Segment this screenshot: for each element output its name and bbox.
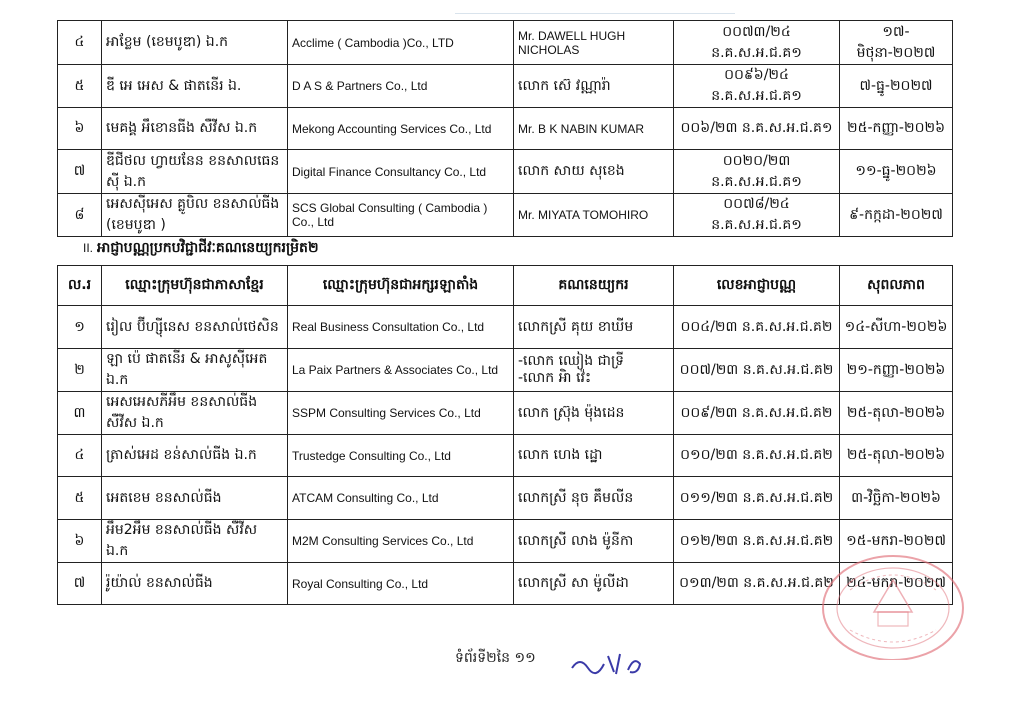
table-row — [58, 392, 953, 435]
company-name-latin: Digital Finance Consultancy Co., Ltd — [288, 150, 514, 194]
company-name-latin: SSPM Consulting Services Co., Ltd — [288, 392, 514, 435]
company-name-khmer: ឌីជីថល ហ្វាយនែន ខនសាលធេនស៊ី ឯ.ក — [102, 150, 288, 194]
row-number: ៦ — [58, 520, 102, 563]
row-number: ៤ — [58, 21, 102, 65]
license-number: ០០៧/២៣ ន.គ.ស.អ.ជ.គ២ — [674, 349, 840, 392]
top-rule — [455, 13, 735, 14]
table-row — [58, 306, 953, 349]
validity-date: ១៤-សីហា-២០២៦ — [840, 306, 953, 349]
license-number: ០១៣/២៣ ន.គ.ស.អ.ជ.គ២ — [674, 563, 840, 605]
license-number: ០០៧៣/២៤ ន.គ.ស.អ.ជ.គ១ — [674, 21, 840, 65]
header-company-name-latin: ឈ្មោះក្រុមហ៊ុនជាអក្សរឡាតាំង — [288, 266, 514, 306]
validity-date: ១៥-មករា-២០២៧ — [840, 520, 953, 563]
section-title: អាជ្ញាបណ្ណប្រកបវិជ្ជាជីវៈគណនេយ្យករម្រិត២ — [97, 240, 319, 256]
company-name-khmer: រ៉ូយ៉ាល់ ខនសាល់ធីង — [102, 563, 288, 605]
company-name-latin: M2M Consulting Services Co., Ltd — [288, 520, 514, 563]
validity-date: ១១-ធ្នូ-២០២៦ — [840, 150, 953, 194]
header-company-name-khmer: ឈ្មោះក្រុមហ៊ុនជាភាសាខ្មែរ — [102, 266, 288, 306]
accountant-name: លោក ស្រ៊ុង ម៉ុងដេន — [514, 392, 674, 435]
row-number: ៧ — [58, 150, 102, 194]
license-number: ០០៦/២៣ ន.គ.ស.អ.ជ.គ១ — [674, 108, 840, 150]
row-number: ២ — [58, 349, 102, 392]
company-name-latin: SCS Global Consulting ( Cambodia ) Co., Ltd — [288, 194, 514, 237]
company-name-latin: D A S & Partners Co., Ltd — [288, 65, 514, 108]
validity-date: ២៥-តុលា-២០២៦ — [840, 392, 953, 435]
validity-date: ២១-កញ្ញា-២០២៦ — [840, 349, 953, 392]
table-row — [58, 150, 953, 194]
section-heading-level2 — [83, 238, 319, 259]
company-name-latin: Real Business Consultation Co., Ltd — [288, 306, 514, 349]
accountant-name: Mr. MIYATA TOMOHIRO — [514, 194, 674, 237]
row-number: ៥ — [58, 477, 102, 520]
table-row — [58, 65, 953, 108]
accountant-name: Mr. B K NABIN KUMAR — [514, 108, 674, 150]
company-name-khmer: រៀល ប៊ីហ្ស៊ីនេស ខនសាល់ថេសិន — [102, 306, 288, 349]
company-name-latin: Royal Consulting Co., Ltd — [288, 563, 514, 605]
company-name-khmer: អាខ្លែម (ខេមបូឌា) ឯ.ក — [102, 21, 288, 65]
row-number: ៥ — [58, 65, 102, 108]
validity-date: ៣-វិច្ឆិកា-២០២៦ — [840, 477, 953, 520]
company-name-latin: Acclime ( Cambodia )Co., LTD — [288, 21, 514, 65]
company-name-khmer: អេសអេសភីអឹម ខនសាល់ធីង សឺវីស ឯ.ក — [102, 392, 288, 435]
table-row — [58, 194, 953, 237]
table-row — [58, 108, 953, 150]
row-number: ៦ — [58, 108, 102, 150]
accountant-name: លោក ហេង ដ្ឋោ — [514, 435, 674, 477]
company-name-khmer: អឹម2អឹម ខនសាល់ធីង សឺវីស ឯ.ក — [102, 520, 288, 563]
table-level1-continued — [57, 20, 953, 237]
table-row — [58, 520, 953, 563]
table-row — [58, 349, 953, 392]
table-row — [58, 21, 953, 65]
company-name-khmer: ឡា ប៉េ ផាតនើរ & អាសូស៊ីអេត ឯ.ក — [102, 349, 288, 392]
header-row-number: ល.រ — [58, 266, 102, 306]
company-name-latin: La Paix Partners & Associates Co., Ltd — [288, 349, 514, 392]
table-row — [58, 477, 953, 520]
license-number: ០០២០/២៣ ន.គ.ស.អ.ជ.គ១ — [674, 150, 840, 194]
validity-date: ៧-ធ្នូ-២០២៧ — [840, 65, 953, 108]
license-number: ០១២/២៣ ន.គ.ស.អ.ជ.គ២ — [674, 520, 840, 563]
row-number: ១ — [58, 306, 102, 349]
company-name-khmer: ត្រាស់អេដ ខន់សាល់ធីង ឯ.ក — [102, 435, 288, 477]
accountant-name: លោកស្រី នុច គឹមលីន — [514, 477, 674, 520]
license-number: ០០៤/២៣ ន.គ.ស.អ.ជ.គ២ — [674, 306, 840, 349]
validity-date: ១៧-មិថុនា-២០២៧ — [840, 21, 953, 65]
table-level2 — [57, 265, 953, 605]
header-license-number: លេខអាជ្ញាបណ្ណ — [674, 266, 840, 306]
company-name-latin: Mekong Accounting Services Co., Ltd — [288, 108, 514, 150]
row-number: ៣ — [58, 392, 102, 435]
accountant-name: -លោក ឈៀង ជាទ្រី -លោក អិា វ៉េះ — [514, 349, 674, 392]
accountant-name: លោកស្រី លាង ម៉ូនីកា — [514, 520, 674, 563]
accountant-name: លោកស្រី សា ម៉ូលីដា — [514, 563, 674, 605]
section-numeral: II. — [83, 241, 94, 255]
accountant-name: Mr. DAWELL HUGH NICHOLAS — [514, 21, 674, 65]
company-name-latin: ATCAM Consulting Co., Ltd — [288, 477, 514, 520]
row-number: ៧ — [58, 563, 102, 605]
handwritten-initials-signature — [568, 650, 648, 678]
official-seal-stamp — [820, 550, 966, 660]
validity-date: ២៤-មករា-២០២៧ — [840, 563, 953, 605]
license-number: ០០៩/២៣ ន.គ.ស.អ.ជ.គ២ — [674, 392, 840, 435]
accountant-name: លោកស្រី គុយ ខាឃីម — [514, 306, 674, 349]
company-name-khmer: ឌី អេ អេស & ផាតនើរ ឯ. — [102, 65, 288, 108]
header-accountant: គណនេយ្យករ — [514, 266, 674, 306]
page-number: ទំព័រទី២នៃ ១១ — [455, 650, 536, 666]
company-name-khmer: មេគង្គ អឹខោនធីង សឺវីស ឯ.ក — [102, 108, 288, 150]
validity-date: ២៥-តុលា-២០២៦ — [840, 435, 953, 477]
table-header-row — [58, 266, 953, 306]
header-validity: សុពលភាព — [840, 266, 953, 306]
table-row — [58, 563, 953, 605]
row-number: ៤ — [58, 435, 102, 477]
accountant-name: លោក ស៊េ វណ្ណារ៉ា — [514, 65, 674, 108]
row-number: ៨ — [58, 194, 102, 237]
license-number: ០១០/២៣ ន.គ.ស.អ.ជ.គ២ — [674, 435, 840, 477]
license-number: ០១១/២៣ ន.គ.ស.អ.ជ.គ២ — [674, 477, 840, 520]
validity-date: ៩-កក្កដា-២០២៧ — [840, 194, 953, 237]
validity-date: ២៥-កញ្ញា-២០២៦ — [840, 108, 953, 150]
company-name-khmer: អេសស៊ីអេស គ្លូបិល ខនសាល់ធីង (ខេមបូឌា ) — [102, 194, 288, 237]
license-number: ០០៧៨/២៤ ន.គ.ស.អ.ជ.គ១ — [674, 194, 840, 237]
accountant-name: លោក សាយ សុខេង — [514, 150, 674, 194]
company-name-khmer: អេតខេម ខនសាល់ធីង — [102, 477, 288, 520]
license-number: ០០៩៦/២៤ ន.គ.ស.អ.ជ.គ១ — [674, 65, 840, 108]
table-row — [58, 435, 953, 477]
company-name-latin: Trustedge Consulting Co., Ltd — [288, 435, 514, 477]
